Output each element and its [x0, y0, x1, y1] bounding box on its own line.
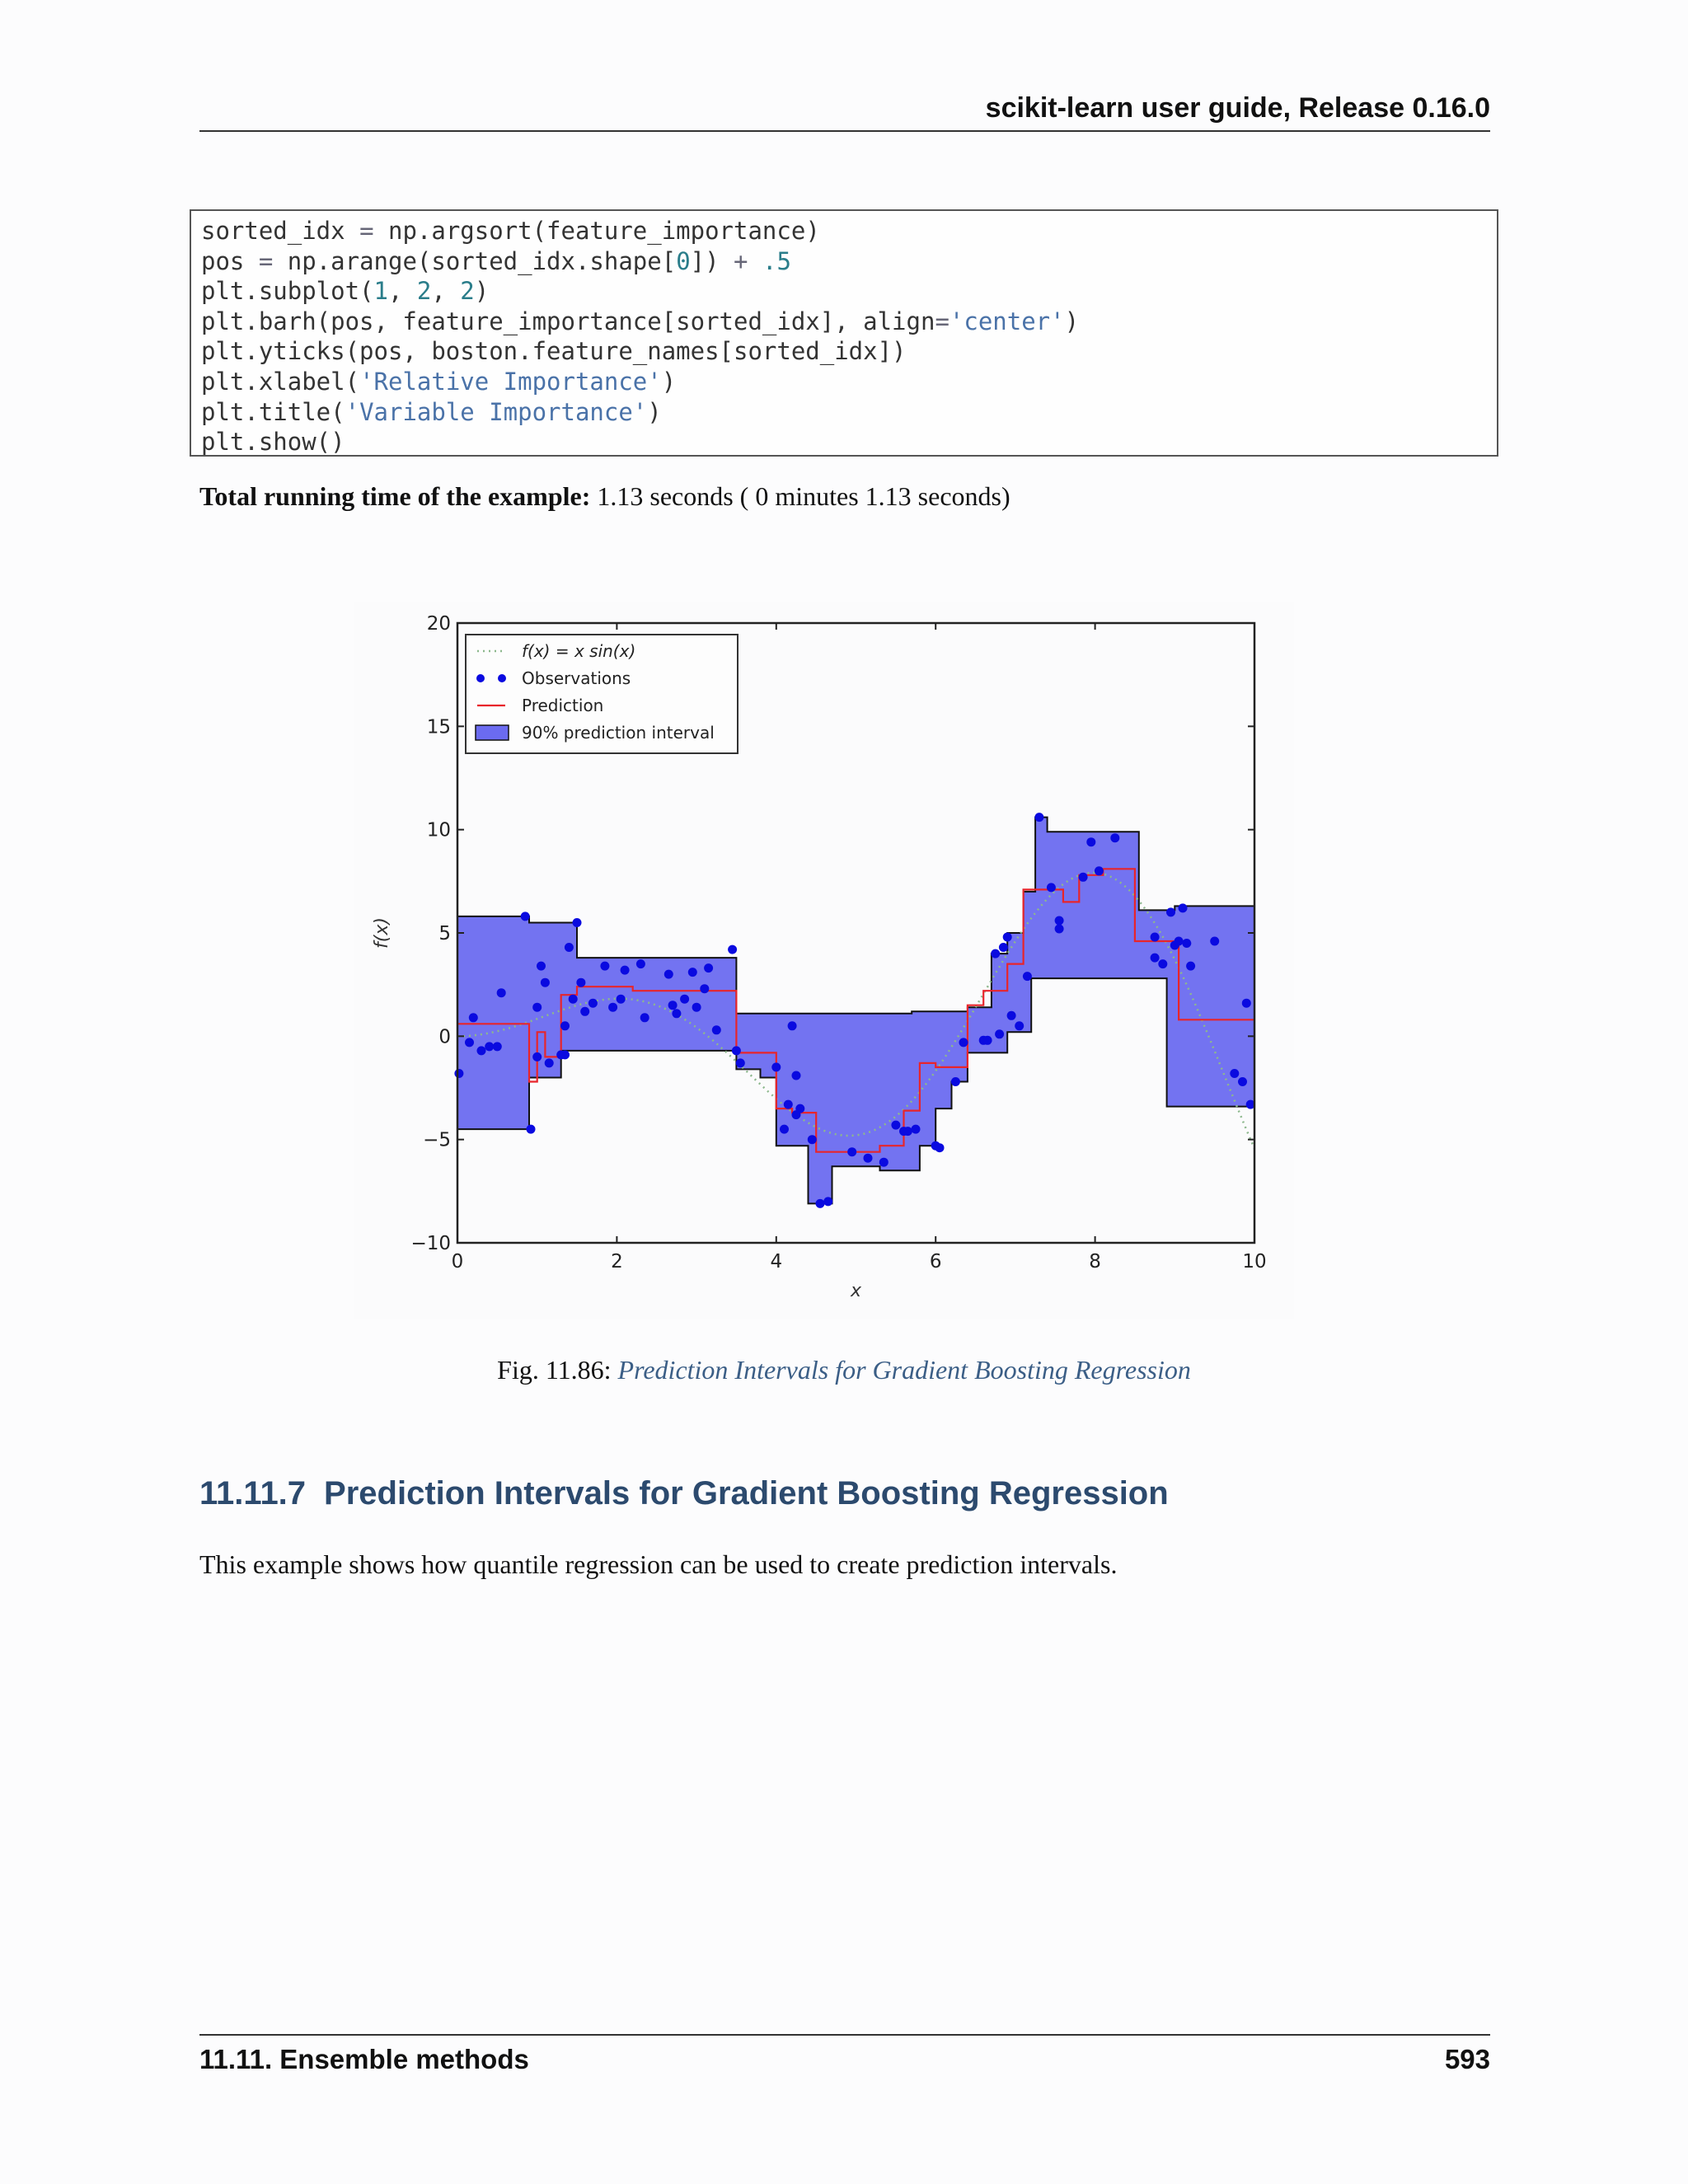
observation-point: [816, 1199, 825, 1208]
observation-point: [1175, 937, 1184, 946]
code-token: 'Relative Importance': [359, 367, 662, 396]
y-tick-label: −10: [410, 1233, 451, 1254]
observation-point: [891, 1121, 900, 1130]
observation-point: [736, 1058, 745, 1067]
observation-point: [672, 1009, 681, 1018]
page-number: 593: [1444, 2044, 1490, 2074]
y-tick-label: 15: [426, 716, 451, 738]
observation-point: [1182, 939, 1191, 948]
runtime-value: 1.13 seconds ( 0 minutes 1.13 seconds): [590, 481, 1010, 511]
code-token: plt.barh(pos, feature_importance[sorted_idx], align: [201, 307, 935, 335]
observation-point: [959, 1038, 968, 1047]
observation-point: [600, 962, 609, 971]
code-token: +: [734, 246, 748, 275]
observation-point: [580, 1007, 589, 1016]
y-tick-label: 0: [438, 1026, 451, 1048]
observation-point: [792, 1071, 801, 1080]
observation-point: [560, 1021, 570, 1030]
observation-point: [1003, 933, 1012, 942]
observation-point: [1179, 903, 1188, 912]
observation-point: [465, 1038, 474, 1047]
observation-point: [771, 1062, 781, 1071]
code-token: .5: [762, 246, 791, 275]
observation-point: [1210, 937, 1219, 946]
section-heading: [199, 1475, 1169, 1512]
observation-point: [991, 949, 1000, 958]
section-number: 11.11.7: [199, 1475, 307, 1511]
observation-point: [545, 1058, 554, 1067]
code-token: [748, 247, 762, 275]
observation-point: [1158, 959, 1167, 968]
observation-point: [995, 1029, 1004, 1038]
code-token: np.arange(sorted_idx.shape[: [273, 246, 677, 275]
observation-point: [1086, 837, 1095, 846]
observation-point: [560, 1050, 570, 1059]
observation-point: [1166, 907, 1175, 916]
code-line: [201, 367, 1497, 397]
figure-caption: [0, 1355, 1688, 1385]
observation-point: [1242, 999, 1251, 1008]
code-token: ,: [387, 277, 417, 306]
code-line: [201, 276, 1497, 307]
observation-point: [532, 1003, 542, 1012]
observation-point: [569, 995, 578, 1004]
observation-point: [621, 966, 630, 975]
code-token: sorted_idx: [201, 217, 360, 245]
code-token: ,: [431, 277, 461, 306]
code-token: =: [935, 307, 950, 335]
observation-point: [795, 1104, 804, 1113]
observation-point: [780, 1125, 789, 1134]
runtime-line: [199, 481, 1010, 512]
legend-label: 90% prediction interval: [522, 723, 715, 743]
observation-point: [565, 943, 574, 952]
observation-point: [1238, 1077, 1247, 1086]
observation-point: [732, 1046, 741, 1055]
observation-point: [576, 978, 585, 987]
observation-point: [640, 1013, 649, 1022]
observation-point: [541, 978, 550, 987]
x-tick-label: 2: [611, 1251, 623, 1272]
observation-point: [864, 1154, 873, 1163]
observation-point: [999, 943, 1008, 952]
observation-point: [704, 963, 713, 972]
y-tick-label: 10: [426, 819, 451, 841]
observation-point: [879, 1158, 889, 1167]
footer-section: 11.11. Ensemble methods: [199, 2044, 529, 2074]
observation-point: [784, 1100, 793, 1109]
observation-point: [668, 1001, 678, 1010]
observation-point: [788, 1021, 797, 1030]
section-title: Prediction Intervals for Gradient Boosting Regression: [324, 1475, 1169, 1511]
observation-point: [1023, 972, 1032, 981]
y-tick-label: 5: [438, 923, 451, 944]
observation-point: [808, 1135, 817, 1144]
legend-observation-dot: [476, 674, 485, 682]
code-token: ]): [690, 246, 734, 275]
code-token: ): [661, 367, 677, 396]
prediction-interval-chart: [354, 602, 1294, 1319]
legend-label: f(x) = x sin(x): [522, 641, 636, 661]
observation-point: [692, 1003, 701, 1012]
code-token: 2: [416, 277, 432, 306]
observation-point: [1055, 916, 1064, 926]
code-token: plt.title(: [201, 397, 345, 426]
code-line: [201, 336, 1497, 367]
code-token: ): [474, 277, 490, 306]
observation-point: [1186, 962, 1195, 971]
observation-point: [1047, 883, 1056, 892]
observation-point: [700, 984, 709, 993]
caption-prefix: Fig. 11.86:: [497, 1355, 618, 1385]
observation-point: [951, 1077, 960, 1086]
observation-point: [1079, 873, 1088, 882]
legend-label: Observations: [522, 668, 631, 688]
observation-point: [497, 988, 506, 997]
code-token: 2: [460, 277, 475, 306]
observation-point: [521, 912, 530, 921]
header-rule: [199, 130, 1490, 132]
figure: [354, 602, 1294, 1319]
code-line: [201, 246, 1497, 277]
legend-label: Prediction: [522, 696, 604, 715]
legend-observation-dot: [498, 674, 506, 682]
x-tick-label: 8: [1089, 1251, 1101, 1272]
observation-point: [1110, 833, 1119, 842]
observation-point: [469, 1013, 478, 1022]
code-line: [201, 307, 1497, 337]
observation-point: [617, 995, 626, 1004]
observation-point: [1151, 933, 1160, 942]
code-line: [201, 397, 1497, 428]
code-token: 'center': [949, 307, 1065, 335]
code-token: 1: [373, 277, 388, 306]
y-tick-label: −5: [423, 1129, 451, 1151]
observation-point: [608, 1003, 617, 1012]
observation-point: [1055, 925, 1064, 934]
code-line: [201, 427, 1497, 457]
observation-point: [527, 1125, 536, 1134]
observation-point: [573, 918, 582, 927]
code-token: plt.show(): [201, 428, 345, 457]
observation-point: [823, 1197, 832, 1206]
code-line: [201, 216, 1497, 246]
observation-point: [1230, 1069, 1239, 1078]
observation-point: [728, 945, 737, 954]
section-paragraph: This example shows how quantile regression can be used to create prediction intervals.: [199, 1549, 1118, 1579]
x-tick-label: 4: [770, 1251, 783, 1272]
observation-point: [1015, 1021, 1024, 1030]
observation-point: [912, 1125, 921, 1134]
header-title: scikit-learn user guide, Release 0.16.0: [985, 92, 1490, 124]
code-block: [190, 209, 1498, 457]
observation-point: [636, 959, 645, 968]
observation-point: [1034, 813, 1043, 822]
observation-point: [688, 968, 697, 977]
caption-link[interactable]: Prediction Intervals for Gradient Boosting Regression: [617, 1355, 1191, 1385]
observation-point: [477, 1046, 486, 1055]
code-token: 'Variable Importance': [345, 397, 648, 426]
code-token: plt.xlabel(: [201, 367, 360, 396]
observation-point: [454, 1069, 463, 1078]
code-token: ): [647, 397, 662, 426]
observation-point: [935, 1143, 945, 1152]
code-token: 0: [676, 246, 691, 275]
code-token: =: [359, 217, 374, 245]
code-token: ): [1064, 307, 1080, 335]
observation-point: [1095, 866, 1104, 875]
observation-point: [1007, 1011, 1016, 1020]
y-tick-label: 20: [426, 613, 451, 635]
observation-point: [664, 970, 673, 979]
code-token: plt.subplot(: [201, 277, 374, 306]
code-token: pos: [201, 246, 259, 275]
observation-point: [537, 962, 546, 971]
legend-interval-swatch: [476, 725, 509, 740]
x-axis-label: x: [850, 1281, 862, 1301]
observation-point: [493, 1042, 502, 1051]
observation-point: [712, 1025, 721, 1034]
code-token: =: [258, 246, 274, 275]
observation-point: [1151, 954, 1160, 963]
observation-point: [847, 1147, 856, 1156]
runtime-label: Total running time of the example:: [199, 481, 591, 511]
code-token: np.argsort(feature_importance): [373, 217, 820, 245]
observation-point: [532, 1052, 542, 1062]
footer-rule: [199, 2034, 1490, 2036]
observation-point: [680, 995, 689, 1004]
x-tick-label: 0: [451, 1251, 464, 1272]
x-tick-label: 6: [929, 1251, 942, 1272]
observation-point: [983, 1036, 992, 1045]
observation-point: [485, 1042, 494, 1051]
y-axis-label: f(x): [372, 917, 392, 949]
observation-point: [588, 999, 598, 1008]
code-token: plt.yticks(pos, boston.feature_names[sorted_idx]): [201, 337, 907, 366]
x-tick-label: 10: [1242, 1251, 1267, 1272]
observation-point: [903, 1127, 912, 1136]
